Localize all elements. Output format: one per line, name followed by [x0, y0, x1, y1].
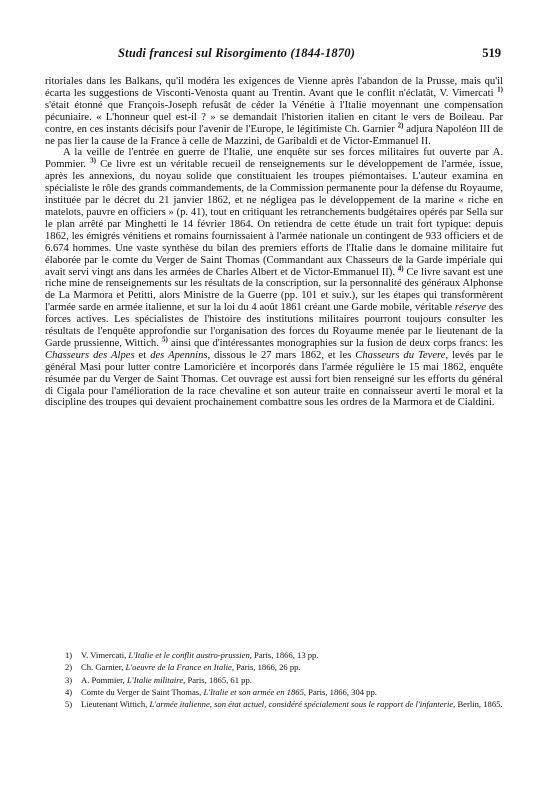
italic-text: L'oeuvre de la France en Italie [125, 662, 232, 673]
page-number: 519 [482, 46, 501, 60]
footnote [45, 674, 503, 686]
italic-text: Chasseurs des Alpes [45, 349, 135, 361]
text-run: ainsi que d'intéressantes monographies sur la fusion de deux corps francs: les [167, 337, 503, 349]
text-run: Ce livre est un véritable recueil de renseignements sur le développement de l'armée, issue, après les annexions, du noyau solide que constituaient les troupes piémontaises. L'auteur examina en spécialiste le rôle des grands commandements, de la Commission permanente pour la défense du Royaume, instituée par le décret du 21 janvier 1862, et ne négligea pas le développement de la marine « riche en matelots, pauvre en officiers » (p. 41), tout en critiquant les retranchements budgétaires opérés par Sella sur le plan arrêté par Minghetti le 14 février 1864. On retiendra de cette étude un trait fort typique: depuis 1862, les émigrés vénitiens et romains fournissaient à l'armée nationale un contingent de 933 officiers et de 6.674 hommes. Une vaste synthèse du bilan des premiers efforts de l'Italie dans le domaine militaire fut élaborée par le comte du Verger de Saint Thomas (Commandant aux Chasseurs de la Garde impériale qui avait servi vingt ans dans les armées de Charles Albert et de Victor-Emmanuel II). [45, 159, 503, 278]
text-run: et [134, 349, 151, 361]
text-run: Ce livre savant est une riche mine de renseignements sur les résultats de la conscription, sur la personnalité des généraux Alphonse de La Marmora et Petitti, alors Ministre de la Guerre (pp. 101 et suiv.), sur les étapes qui transformèrent l'armée sarde en armée italienne, et sur la loi du 4 août 1861 créant une Garde mobile, véritable [45, 266, 503, 314]
text-run: A la veille de l'entrée en guerre de l'Italie, une enquête sur ses forces militaires fut ouverte par A. Pommier. [45, 147, 503, 171]
text-run: Lieutenant Wittich, [81, 699, 150, 710]
body-text [45, 76, 503, 409]
text-run: , Paris, 1866, 304 pp. [303, 686, 377, 697]
paragraph [45, 147, 503, 409]
text-run: , Paris, 1866, 26 pp. [231, 662, 301, 673]
footnote-ref: 3) [90, 156, 96, 165]
footnote [45, 698, 503, 710]
italic-text: L'armée italienne, son état actuel, considéré spécialement sous le rapport de l'infanterie [149, 699, 454, 710]
footnote-number: 1) [65, 650, 73, 660]
text-run: A. Pommier, [81, 674, 127, 685]
italic-text: L'Italie militaire [126, 674, 184, 685]
text-run: V. Vimercati, [81, 650, 129, 660]
footnote-ref: 1) [497, 85, 503, 94]
footnote-number: 5) [65, 699, 73, 710]
text-run: Ch. Garnier, [81, 662, 126, 673]
footnote-ref: 2) [397, 121, 404, 130]
footnote-ref: 5) [161, 335, 168, 344]
italic-text: Chasseurs du Tevere [355, 349, 446, 361]
running-header [46, 46, 503, 64]
italic-text: des Apennins [150, 349, 208, 361]
footnote [45, 649, 503, 661]
italic-text: L'Italie et son armée en 1865 [203, 686, 304, 697]
footnotes [45, 649, 503, 710]
footnote-ref: 4) [397, 263, 404, 272]
italic-text: L'Italie et le conflit austro-prussien [128, 650, 250, 660]
footnote-number: 2) [65, 662, 73, 673]
text-run: , dissous le 27 mars 1862, et les [207, 349, 356, 361]
italic-text: réserve [454, 302, 487, 314]
footnote [45, 686, 503, 698]
footnote [45, 661, 503, 673]
footnote-number: 3) [65, 674, 73, 685]
text-run: adjura Napoléon III de ne pas lier la cause de la France à celle de Mazzini, de Garibaldi et de Victor-Emmanuel II. [45, 123, 503, 147]
text-run: , Paris, 1865, 61 pp. [183, 674, 252, 685]
text-run: , levés par le général Masi pour lutter contre Lamoricière et incorporés dans l'armée régulière le 15 mai 1862, enquête résumée par du Verger de Saint Thomas. Cet ouvrage est aussi fort bien renseigné sur les efforts du général di Cigala pour l'amélioration de la race chevaline et son auteur traite en connaisseur averti le moral et la discipline des troupes qui devaient prochainement combattre sous les ordres de la Marmora et de Cialdini. [45, 349, 503, 409]
text-run: , Berlin, 1865. [453, 699, 503, 710]
text-run: des forces actives. Les spécialistes de l'histoire des institutions militaires pourront toujours consulter les résultats de l'enquête approfondie sur l'organisation des forces du Royaume menée par le lieutenant de la Garde prussienne, Wittich. [45, 302, 503, 349]
footnote-number: 4) [65, 686, 73, 697]
text-run: ritoriales dans les Balkans, qu'il modéra les exigences de Vienne après l'abandon de la Prusse, mais qu'il écarta les suggestions de Visconti-Venosta quant au Trentin. Avant que le conflit n'éclatât, V. Vimercati [45, 76, 503, 99]
text-run: , Paris, 1866, 13 pp. [249, 650, 319, 660]
paragraph [45, 76, 503, 147]
running-title: Studi francesi sul Risorgimento (1844-1870) [118, 46, 356, 60]
text-run: s'était étonné que François-Joseph refusât de céder la Vénétie à l'Italie moyennant une compensation pécuniaire. « L'honneur quel est-il ? » se demandait l'historien italien en citant le vers de Boileau. Par contre, en ces instants décisifs pour l'avenir de l'Europe, le légitimiste Ch. Garnier [45, 99, 503, 135]
text-run: Comte du Verger de Saint Thomas, [81, 686, 204, 697]
